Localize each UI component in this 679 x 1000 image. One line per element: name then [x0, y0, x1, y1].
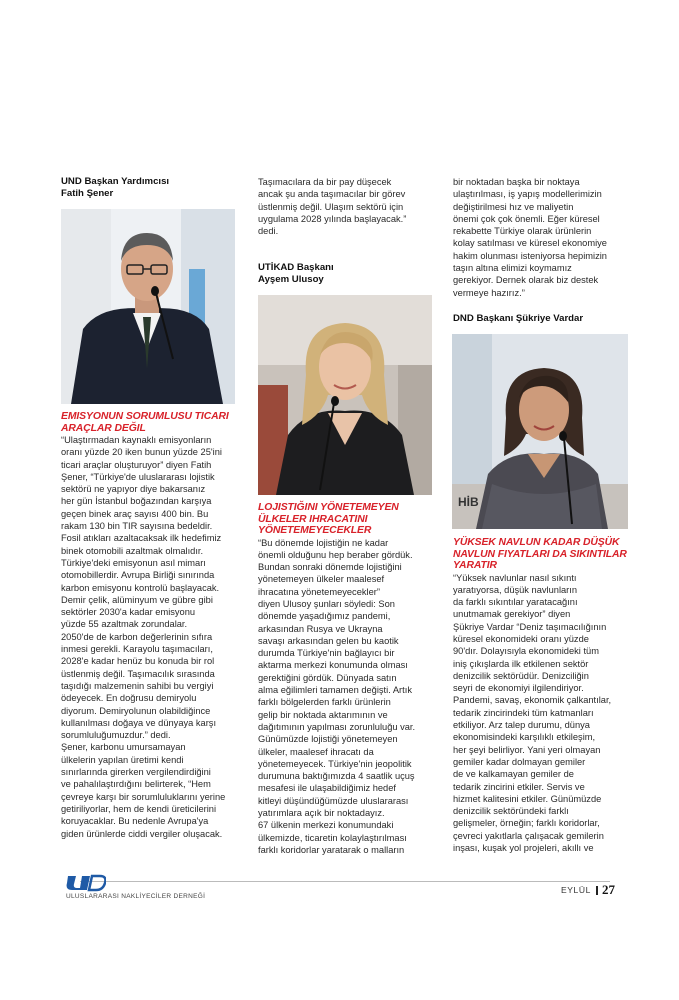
column-1 — [61, 176, 241, 200]
heading-navlun: YÜKSEK NAVLUN KADAR DÜŞÜK NAVLUN FIYATLARI DA SIKINTILAR YARATIR — [453, 537, 627, 571]
body-vardar: “Yüksek navlunlar nasıl sıkıntı yaratıyorsa, düşük navlunların da farklı sıkıntılar yaratacağını unutmamak gerekiyor” diyen Şükriye Vardar “Deniz taşımacılığının küresel ekonomideki oranı yüzde 90'dır. Dolayısıyla ekonomideki tüm iniş çıkışlarda ilk etkilenen sektör denizcilik sektörüdür. Denizciliğin seyri de ekonomiyi ilgilendiriyor. Pandemi, savaş, ekonomik çalkantılar, tedarik zincirindeki tüm katmanları etkiliyor. Arz talep durumu, dünya ekonomisindeki karşılıklı etkileşim, her şeyi belirliyor. Yani yeri olmayan gemiler kadar dolmayan gemiler de ve kalkamayan gemiler de tedarik zincirini etkiler. Servis ve hizmet kalitesini etkiler. Günümüzde denizcilik sektöründeki farklı gelişmeler, örneğin; farklı koridorlar, çevreci yakıtlarla çalışacak gemilerin inşası, kuşak yol projeleri, akıllı ve — [453, 572, 612, 854]
column-2-text — [258, 502, 440, 856]
und-logo-icon — [66, 874, 106, 892]
speaker-label-vardar: DND Başkanı Şükriye Vardar — [453, 313, 584, 324]
column-2-intro — [258, 176, 438, 237]
heading-emisyon: EMISYONUN SORUMLUSU TICARI ARAÇLAR DEĞIL — [61, 411, 229, 434]
footer-rule — [80, 881, 610, 882]
page-number: 27 — [602, 882, 615, 897]
photo-sukriye-vardar — [452, 334, 628, 529]
intro-col2: Taşımacılara da bir pay düşecek ancak şu anda taşımacılar bir görev üstlenmiş değil. Ulaşım sektörü için uygulama 2028 yılında başlayacak.” dedi. — [258, 177, 407, 237]
und-logo — [66, 874, 106, 892]
heading-lojistik: LOJISTIĞINI YÖNETEMEYEN ÜLKELER IHRACATINI YÖNETEMEYECEKLER — [258, 502, 399, 536]
column-3-text — [453, 537, 637, 854]
footer-org-name: ULUSLARARASI NAKLİYECİLER DERNEĞİ — [66, 893, 206, 900]
footer-separator — [596, 886, 598, 895]
speaker-label-ulusoy: UTİKAD Başkanı Ayşem Ulusoy — [258, 262, 334, 285]
photo-aysem-ulusoy — [258, 295, 432, 495]
intro-col3: bir noktadan başka bir noktaya ulaştırılması, iş yapış modellerimizin değiştirilmesi hız ve maliyetin önemi çok çok önemli. Eğer küresel rekabette Türkiye olarak ürünlerin kolay satılması ve küresel ekonomiye hakim olunması isteniyorsa hepimizin taşın altına elimizi koymamız gerekiyor. Dernek olarak biz destek vermeye hazırız.” — [453, 177, 607, 298]
photo-fatih-sener — [61, 209, 235, 404]
footer-month: EYLÜL — [561, 885, 591, 895]
photo-backdrop-sign: HİB — [458, 495, 479, 509]
speaker-label-sener: UND Başkan Yardımcısı Fatih Şener — [61, 176, 170, 199]
label-ulusoy-wrap — [258, 262, 438, 286]
column-1-text — [61, 411, 243, 840]
column-3-intro — [453, 176, 637, 299]
body-sener: “Ulaştırmadan kaynaklı emisyonların oranı yüzde 20 iken bunun yüzde 25'ini ticari araçlar oluşturuyor” diyen Fatih Şener, “Türkiye'de uluslararası lojistik sektörü ne yapıyor diye bakarsanız her gün İstanbul boğazından karşıya geçen binek araç sayısı 400 bin. Bu rakam 130 bin TIR sayısına bedeldir. Fosil atıkları azaltacaksak ilk hedefimiz binek otomobili azaltmak olmalıdır. Türkiye'deki emisyonun asıl mimarı otomobillerdir. Avrupa Birliği sınırında karbon emisyonu kontrolü başlayacak. Demir çelik, alüminyum ve gübre gibi sektörler 2030'a kadar emisyonu yüzde 55 azaltmak zorundalar. 2050'de de karbon değerlerinin sıfıra inmesi gerekli. Karayolu taşımacıları, 2028'e kadar henüz bu konuda bir rol üstlenmiş değil. Taşımacılık sırasında taşıdığı malzemenin sahibi bu vergiyi ödeyecek. En doğrusu demiryolu diyorum. Demiryolunun olabildiğince kullanılması doğaya ve dünyaya karşı sorumluluğumuzdur.” dedi. Şener, karbonu umursamayan ülkelerin yapılan üretimi kendi sınırlarında girerken vergilendirdiğini ve pahalılaştırdığını belirterek, “Hem çevreye karşı bir sorumluluklarını yerine getiriliyorlar, hem de kendi üreticilerini koruyacaklar. Bu nedenle Avrupa'ya giden ürünlerde ciddi vergiler oluşacak. — [61, 435, 226, 839]
body-ulusoy: “Bu dönemde lojistiğin ne kadar önemli olduğunu hep beraber gördük. Bundan sonraki dönemde lojistiğini yönetemeyen ülkeler maalesef ihracatına yönetemeyecekler” diyen Ulusoy şunları söyledi: Son dönemde yaşadığımız pandemi, arkasından Rusya ve Ukrayna savaşı arkasından gelen bu kaotik durumda Türkiye'nin bağlayıcı bir aktarma merkezi konumunda olması gerektiğini gördük. Dünyada satın alma eğilimleri tamamen değişti. Artık farklı bölgelerden farklı ürünlerin gelip bir noktada aktarımının ve dağıtımının yapılması zorunluluğu var. Günümüzde lojistiği yönetemeyen ülkeler, maalesef ihracatı da yönetemeyecek. Türkiye'nin jeopolitik durumuna baktığımızda 4 saatlik uçuş mesafesi ile ulaşabildiğimiz hedef kitleyi düşündüğümüzde uluslararası yatırımlara açık bir noktadayız. 67 ülkenin merkezi konumundaki ülkemizde, ticaretin kolaylaştırılması farklı koridorlar yaratarak o malların — [258, 537, 416, 855]
label-vardar-wrap — [453, 313, 637, 325]
